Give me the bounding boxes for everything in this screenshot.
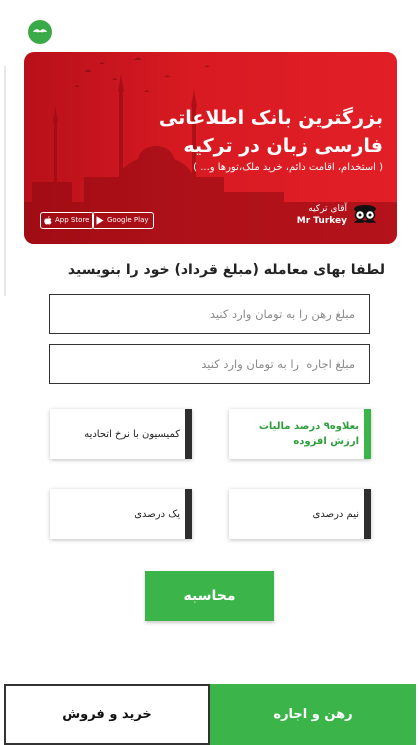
brand-name-english: Mr Turkey (296, 216, 347, 226)
tab-buy-sell-label: خرید و فروش (62, 707, 152, 722)
banner-headline (133, 104, 383, 160)
mustache-logo-button[interactable] (28, 20, 52, 44)
brand-name-persian: آقای ترکیه (308, 204, 347, 214)
banner-subtitle: ( استخدام، اقامت دائم، خرید ملک،تورها و... ) (193, 162, 383, 173)
form-heading: لطفا بهای معامله (مبلغ قرداد) خود را بنویسید (67, 262, 385, 278)
option-one-label: یک درصدی (134, 508, 180, 520)
banner-title-line2: فارسی زبان در ترکیه (183, 135, 383, 157)
google-play-badge[interactable] (92, 212, 154, 229)
google-play-label: Google Play (107, 216, 149, 224)
promo-banner[interactable] (24, 52, 397, 244)
option-indicator-bar (185, 409, 192, 459)
rent-amount-input[interactable] (49, 344, 370, 384)
option-indicator-bar (185, 489, 192, 539)
tab-buy-sell[interactable] (4, 684, 210, 745)
left-edge-divider (4, 66, 6, 296)
option-indicator-bar (364, 409, 371, 459)
mr-turkey-face-icon (351, 202, 379, 230)
tab-deposit-rent-label: رهن و اجاره (273, 707, 353, 722)
option-indicator-bar (364, 489, 371, 539)
option-half-label: نیم درصدی (312, 508, 359, 520)
option-union-commission[interactable] (50, 409, 192, 459)
deposit-amount-input[interactable] (49, 294, 370, 334)
app-store-badge[interactable] (40, 212, 94, 229)
app-store-label: App Store (55, 216, 90, 224)
play-store-icon (96, 216, 104, 225)
option-half-percent[interactable] (229, 489, 371, 539)
calculate-button[interactable]: محاسبه (145, 571, 274, 621)
option-vat[interactable] (229, 409, 371, 459)
option-one-percent[interactable] (50, 489, 192, 539)
tab-deposit-rent[interactable] (210, 684, 416, 745)
option-vat-label: بعلاوه۹ درصد مالیات ارزش افزوده (258, 421, 359, 447)
option-union-label: کمیسیون با نرخ اتحادیه (84, 428, 180, 440)
apple-icon (44, 216, 52, 225)
mustache-icon (32, 28, 48, 36)
bottom-tab-bar (0, 684, 419, 745)
banner-title-line1: بزرگترین بانک اطلاعاتی (158, 107, 383, 129)
